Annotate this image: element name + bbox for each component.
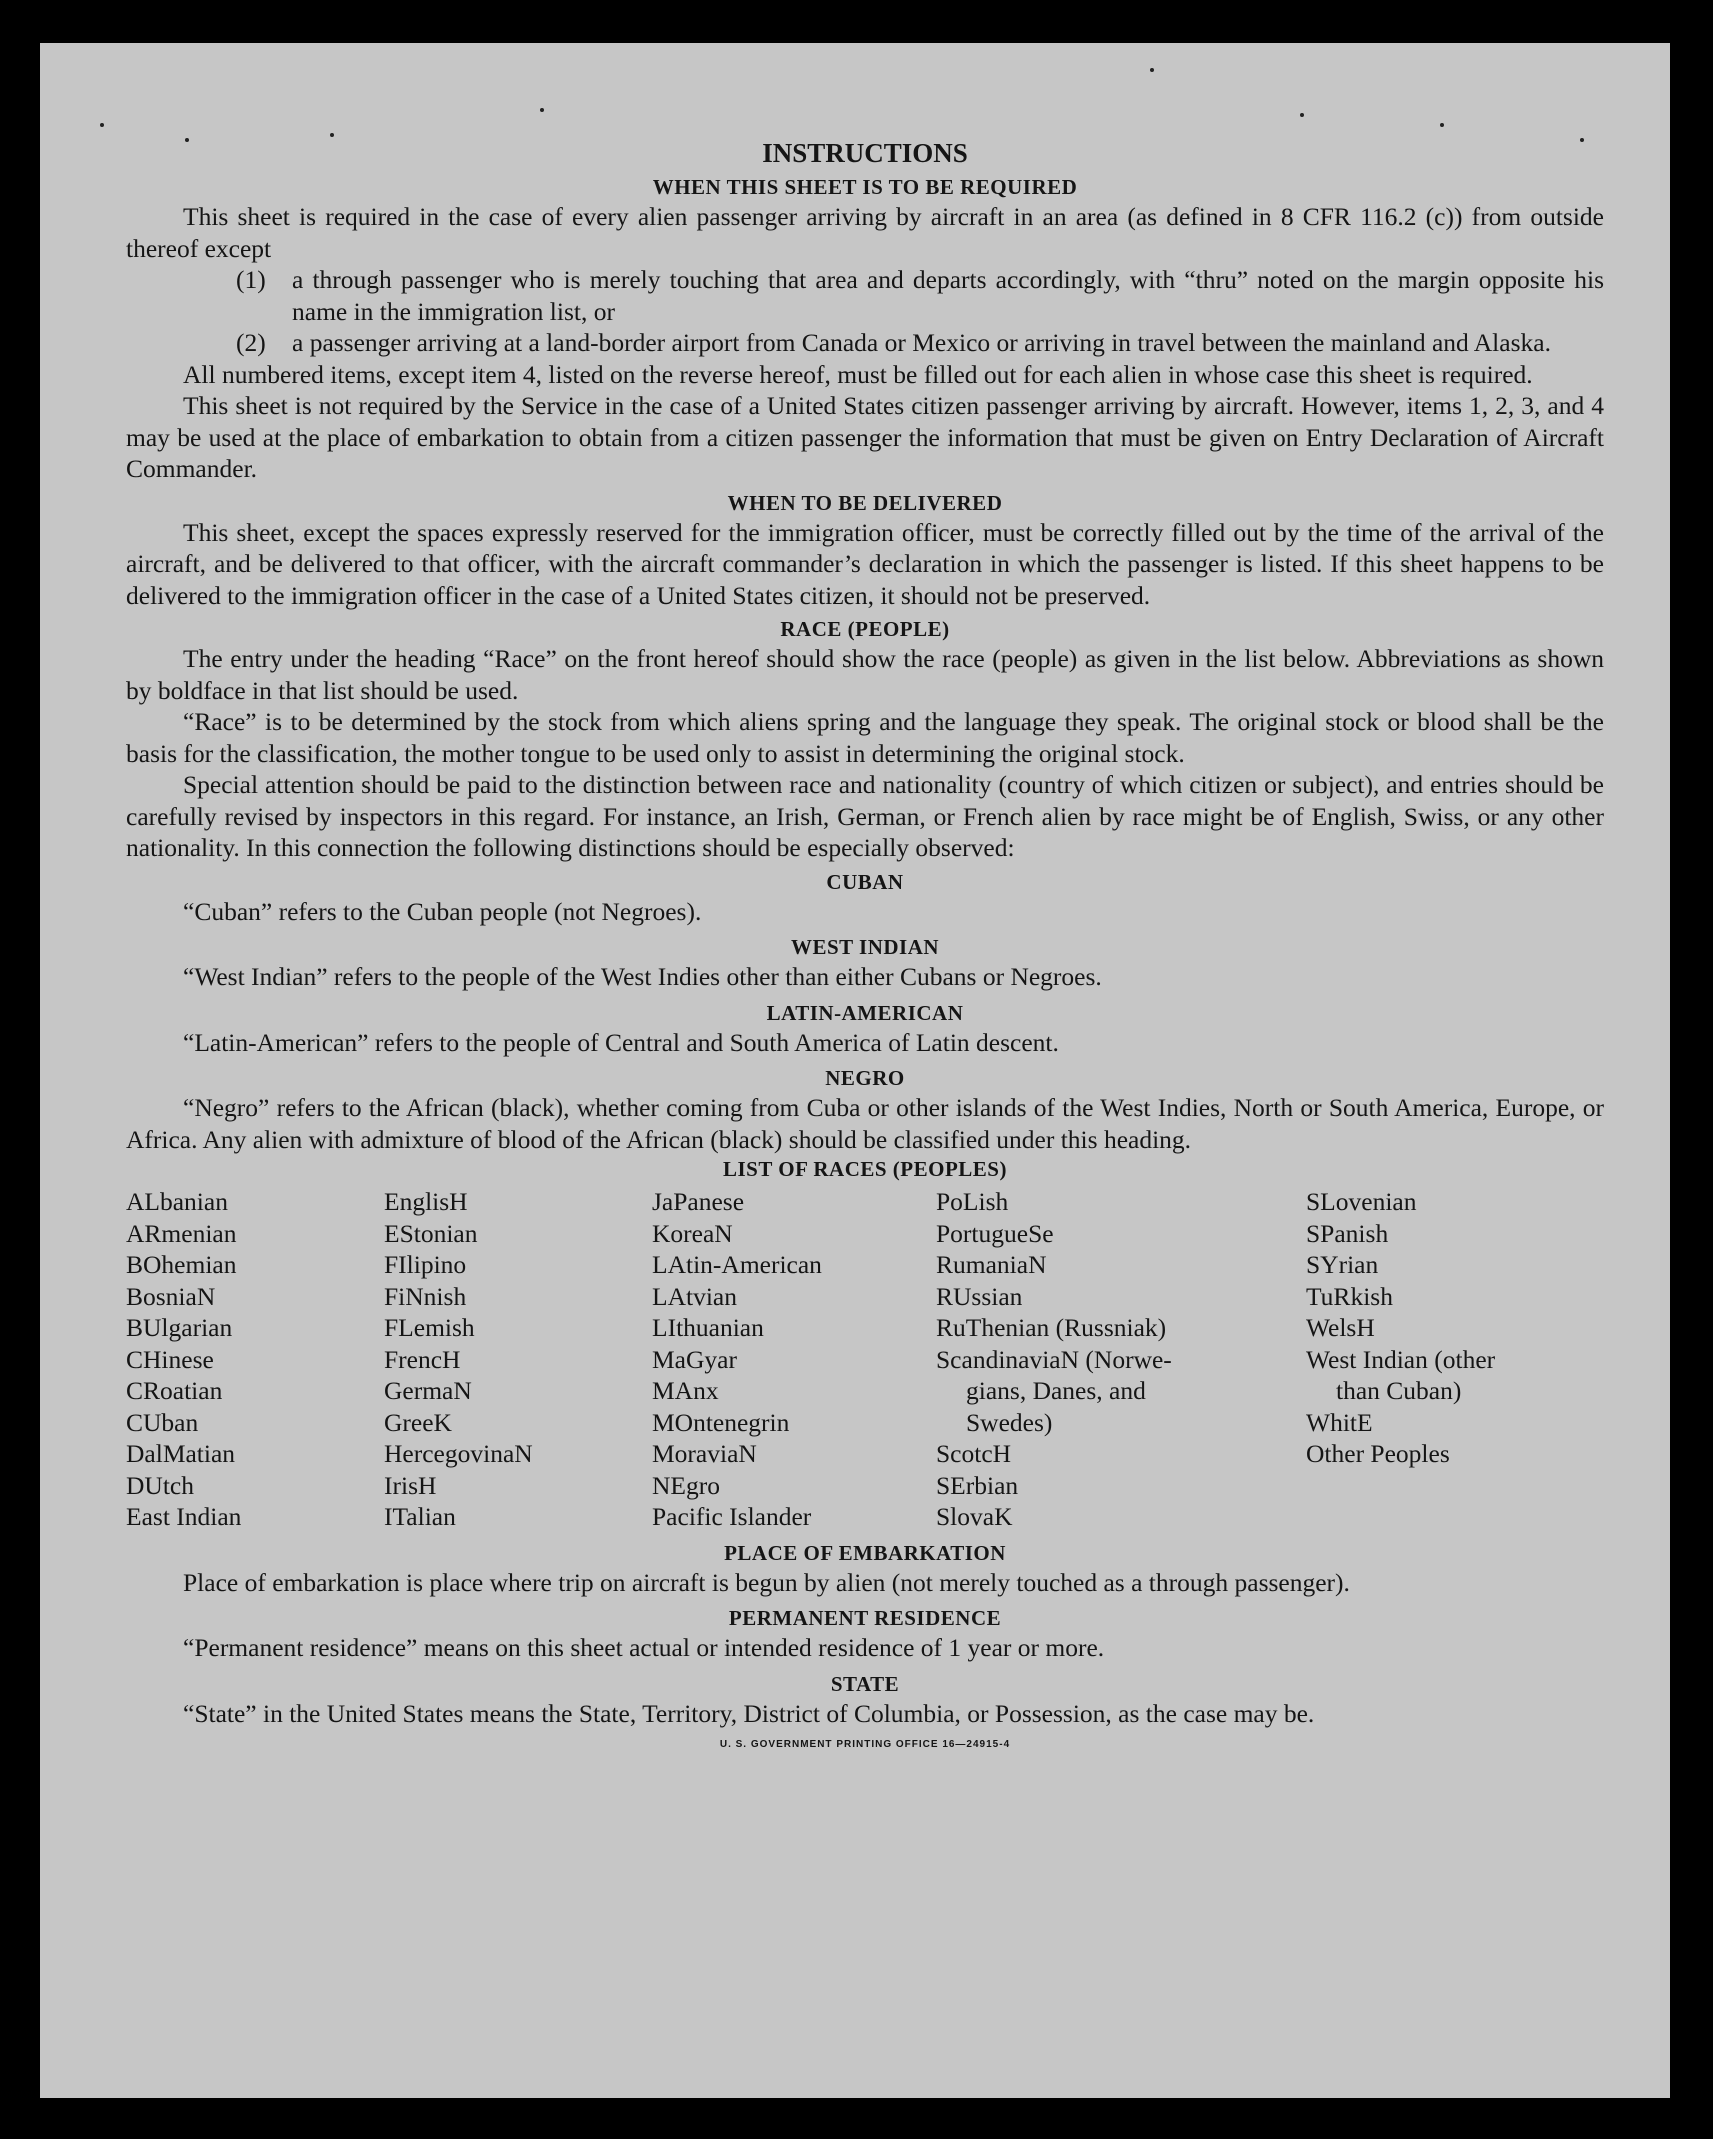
list-item <box>126 264 1604 327</box>
race-item: DalMatian <box>126 1439 236 1468</box>
dust-speck <box>1300 113 1304 117</box>
paragraph: “Cuban” refers to the Cuban people (not Negroes). <box>183 896 702 926</box>
printer-imprint: U. S. GOVERNMENT PRINTING OFFICE 16—24915-4 <box>719 1739 1011 1750</box>
race-item: SPanish <box>1306 1218 1389 1248</box>
race-item: BOhemian <box>126 1250 237 1279</box>
item-text: a passenger arriving at a land-border airport from Canada or Mexico or arriving in travel between the mainland and Alaska. <box>292 328 1551 357</box>
item-text: a through passenger who is merely touching that area and departs accordingly, with “thru” noted on the margin opposite his name in the immigration list, or <box>292 265 1604 326</box>
race-item: NEgro <box>652 1470 720 1500</box>
race-item: PoLish <box>936 1187 1009 1216</box>
heading-west-indian: WEST INDIAN <box>790 935 940 959</box>
heading-when-delivered: WHEN TO BE DELIVERED <box>727 490 1003 515</box>
race-item: RuThenian (Russniak) <box>936 1313 1167 1342</box>
race-item: ITalian <box>384 1502 456 1531</box>
race-item: LAtvian <box>652 1281 737 1311</box>
race-item: MoraviaN <box>652 1439 757 1468</box>
race-item: SErbian <box>936 1470 1019 1500</box>
race-item: WhitE <box>1306 1407 1373 1437</box>
race-column <box>384 1186 652 1533</box>
race-item: Pacific Islander <box>652 1502 812 1531</box>
race-item: KoreaN <box>652 1218 733 1248</box>
race-item: MOntenegrin <box>652 1407 790 1437</box>
race-item: BosniaN <box>126 1281 216 1311</box>
heading-list-of-races: LIST OF RACES (PEOPLES) <box>723 1157 1007 1181</box>
race-item: RumaniaN <box>936 1250 1047 1279</box>
race-item: SYrian <box>1306 1250 1379 1279</box>
paragraph: This sheet, except the spaces expressly reserved for the immigration officer, must be correctly filled out by the time of the arrival of the aircraft, and be delivered to that officer, with the aircraft commander’s declaration in which the passenger is listed. If this sheet happens to be delivered to the immigration officer in the case of a United States citizen, it should not be preserved. <box>126 517 1604 610</box>
dust-speck <box>330 133 334 137</box>
race-list <box>126 1186 1604 1533</box>
race-item: CUban <box>126 1407 199 1437</box>
race-item: FLemish <box>384 1313 475 1342</box>
heading-residence: PERMANENT RESIDENCE <box>728 1606 1002 1630</box>
race-item: HercegovinaN <box>384 1439 533 1468</box>
race-column <box>936 1186 1306 1533</box>
race-item: ScotcH <box>936 1439 1012 1468</box>
race-item: JaPanese <box>652 1187 745 1216</box>
race-item: than Cuban) <box>1336 1376 1462 1405</box>
dust-speck <box>540 108 544 112</box>
race-item: FiNnish <box>384 1281 467 1311</box>
dust-speck <box>100 123 104 127</box>
page-title: INSTRUCTIONS <box>762 138 968 168</box>
race-column <box>126 1186 384 1533</box>
paragraph: This sheet is not required by the Service in the case of a United States citizen passenger arriving by aircraft. However, items 1, 2, 3, and 4 may be used at the place of embarkation to obtain from a citizen passenger the information that must be given on Entry Declaration of Aircraft Commander. <box>126 391 1604 483</box>
race-item: GreeK <box>384 1407 452 1437</box>
race-column <box>1306 1186 1566 1533</box>
heading-negro: NEGRO <box>825 1066 905 1090</box>
paragraph: “State” in the United States means the State, Territory, District of Columbia, or Possession, as the case may be. <box>183 1698 1315 1728</box>
race-item: EnglisH <box>384 1187 468 1216</box>
race-item: EStonian <box>384 1218 478 1248</box>
race-item: Other Peoples <box>1306 1439 1450 1468</box>
dust-speck <box>1440 123 1444 127</box>
race-item: FIlipino <box>384 1250 467 1279</box>
item-number: (2) <box>236 328 266 357</box>
race-item: WelsH <box>1306 1313 1375 1342</box>
list-item <box>126 327 1604 359</box>
race-item: TuRkish <box>1306 1281 1393 1311</box>
paragraph: All numbered items, except item 4, listed on the reverse hereof, must be filled out for each alien in whose case this sheet is required. <box>183 359 1533 389</box>
paragraph: “Permanent residence” means on this sheet actual or intended residence of 1 year or more. <box>183 1633 1105 1662</box>
heading-latin-american: LATIN-AMERICAN <box>766 1000 964 1025</box>
race-item: ScandinaviaN (Norwe- <box>936 1344 1172 1374</box>
paragraph: Place of embarkation is place where trip on aircraft is begun by alien (not merely touched as a through passenger). <box>183 1567 1350 1597</box>
race-item: IrisH <box>384 1470 437 1500</box>
race-item: LIthuanian <box>652 1313 764 1342</box>
race-item: West Indian (other <box>1306 1344 1496 1374</box>
heading-when-required: WHEN THIS SHEET IS TO BE REQUIRED <box>652 175 1078 199</box>
race-item: ALbanian <box>126 1187 228 1216</box>
race-item: DUtch <box>126 1470 194 1500</box>
paragraph: “Race” is to be determined by the stock from which aliens spring and the language they speak. The original stock or blood shall be the basis for the classification, the mother tongue to be used only to assist in determining the original stock. <box>126 707 1604 768</box>
heading-race: RACE (PEOPLE) <box>780 617 950 641</box>
paragraph: “Latin-American” refers to the people of Central and South America of Latin descent. <box>183 1027 1059 1057</box>
heading-state: STATE <box>830 1671 900 1696</box>
paragraph: This sheet is required in the case of every alien passenger arriving by aircraft in an area (as defined in 8 CFR 116.2 (c)) from outside thereof except <box>126 202 1604 263</box>
race-item: RUssian <box>936 1281 1023 1311</box>
race-item: GermaN <box>384 1376 472 1405</box>
race-item: SLovenian <box>1306 1187 1417 1216</box>
race-item: ARmenian <box>126 1218 237 1248</box>
document-sheet <box>40 43 1670 2098</box>
paragraph: “Negro” refers to the African (black), whether coming from Cuba or other islands of the West Indies, North or South America, Europe, or Africa. Any alien with admixture of blood of the African (black) should be classified under this heading. <box>126 1093 1604 1154</box>
race-item: CHinese <box>126 1344 214 1374</box>
race-item: MaGyar <box>652 1344 737 1374</box>
race-item: gians, Danes, and <box>966 1376 1146 1405</box>
paragraph: The entry under the heading “Race” on the front hereof should show the race (people) as given in the list below. Abbreviations as shown by boldface in that list should be used. <box>126 644 1604 705</box>
race-item: Swedes) <box>966 1407 1053 1437</box>
item-number: (1) <box>236 265 266 294</box>
dust-speck <box>1150 68 1154 72</box>
heading-cuban: CUBAN <box>826 869 904 894</box>
document-body <box>126 138 1604 1750</box>
heading-embarkation: PLACE OF EMBARKATION <box>724 1540 1006 1565</box>
race-item: CRoatian <box>126 1376 223 1405</box>
race-column <box>652 1186 936 1533</box>
race-item: FrencH <box>384 1344 461 1374</box>
race-item: SlovaK <box>936 1502 1013 1531</box>
race-item: MAnx <box>652 1376 719 1405</box>
paragraph: Special attention should be paid to the distinction between race and nationality (country of which citizen or subject), and entries should be carefully revised by inspectors in this regard. For instance, an Irish, German, or French alien by race might be of English, Swiss, or any other nationality. In this connection the following distinctions should be especially observed: <box>126 770 1604 862</box>
paragraph: “West Indian” refers to the people of the West Indies other than either Cubans or Negroes. <box>183 962 1102 991</box>
race-item: BUlgarian <box>126 1313 233 1342</box>
race-item: East Indian <box>126 1502 242 1531</box>
race-item: PortugueSe <box>936 1218 1054 1248</box>
race-item: LAtin-American <box>652 1250 822 1279</box>
